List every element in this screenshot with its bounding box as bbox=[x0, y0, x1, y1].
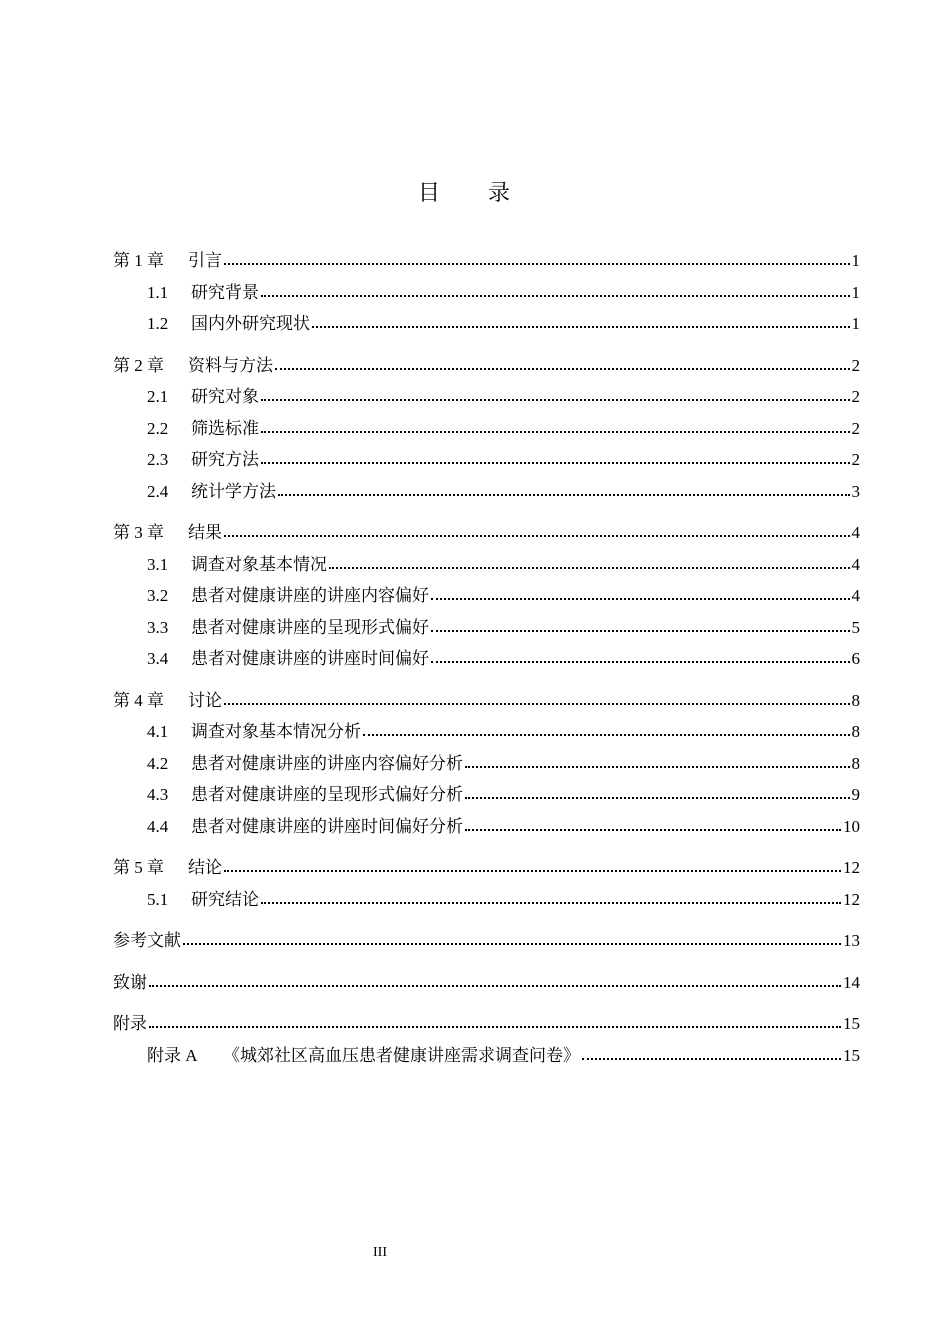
toc-dot-leader bbox=[329, 553, 850, 570]
toc-entry-page: 4 bbox=[851, 554, 860, 574]
toc-dot-leader bbox=[465, 783, 850, 800]
toc-entry-title: 患者对健康讲座的讲座内容偏好 bbox=[191, 586, 429, 606]
toc-dot-leader bbox=[363, 720, 850, 737]
toc-entry-number: 附录 A bbox=[147, 1045, 198, 1065]
toc-dot-leader bbox=[224, 689, 850, 706]
toc-dot-leader bbox=[224, 249, 850, 266]
toc-entry-page: 1 bbox=[851, 282, 860, 302]
toc-dot-leader bbox=[278, 480, 850, 497]
toc-entry-number: 3.4 bbox=[147, 649, 169, 668]
toc-entry-page: 4 bbox=[851, 586, 860, 605]
toc-entry-page: 6 bbox=[851, 649, 860, 668]
toc-entry-page: 12 bbox=[843, 889, 860, 909]
toc-entry-title: 调查对象基本情况 bbox=[191, 554, 327, 575]
toc-entry-page: 14 bbox=[843, 972, 860, 992]
toc-dot-leader bbox=[149, 971, 841, 988]
toc-entry-number: 第 1 章 bbox=[113, 251, 164, 270]
toc-entry[interactable] bbox=[113, 967, 860, 999]
toc-entry[interactable] bbox=[113, 413, 860, 445]
page-title: 目录 bbox=[417, 181, 558, 206]
toc-entry-title: 患者对健康讲座的讲座时间偏好分析 bbox=[191, 816, 463, 837]
toc-entry-page: 2 bbox=[851, 450, 860, 469]
toc-entry-title: 结果 bbox=[188, 523, 222, 543]
toc-entry[interactable] bbox=[113, 580, 860, 612]
toc-entry-number: 第 5 章 bbox=[113, 858, 164, 877]
toc-entry-number: 2.1 bbox=[147, 387, 169, 406]
toc-entry[interactable] bbox=[113, 612, 860, 644]
toc-entry-title: 研究背景 bbox=[191, 282, 259, 303]
toc-dot-leader bbox=[183, 929, 841, 946]
toc-dot-leader bbox=[431, 616, 850, 633]
toc-entry-title: 参考文献 bbox=[113, 931, 181, 951]
toc-entry-number: 4.2 bbox=[147, 753, 169, 773]
toc-entry-number: 3.1 bbox=[147, 554, 169, 574]
toc-entry-number: 第 4 章 bbox=[113, 690, 164, 710]
toc-entry-title: 引言 bbox=[188, 251, 222, 271]
toc-entry-title: 患者对健康讲座的讲座内容偏好分析 bbox=[191, 753, 463, 774]
toc-dot-leader bbox=[465, 815, 841, 832]
toc-entry[interactable] bbox=[113, 884, 860, 916]
toc-entry-title: 致谢 bbox=[113, 972, 147, 993]
toc-entry[interactable] bbox=[113, 245, 860, 277]
toc-entry[interactable] bbox=[113, 476, 860, 508]
toc-entry-number: 5.1 bbox=[147, 889, 169, 909]
toc-entry-number: 2.3 bbox=[147, 450, 169, 469]
toc-dot-leader bbox=[261, 385, 850, 402]
toc-dot-leader bbox=[224, 856, 841, 873]
toc-entry-page: 8 bbox=[851, 690, 860, 710]
toc-dot-leader bbox=[431, 647, 850, 664]
toc-entry-title: 结论 bbox=[188, 858, 222, 878]
toc-entry[interactable] bbox=[113, 308, 860, 340]
toc-entry-number: 第 3 章 bbox=[113, 523, 164, 542]
toc-entry-title: 筛选标准 bbox=[191, 418, 259, 439]
toc-entry-page: 15 bbox=[843, 1045, 860, 1065]
toc-dot-leader bbox=[431, 584, 850, 601]
toc-dot-leader bbox=[261, 448, 850, 465]
toc-entry-page: 1 bbox=[851, 251, 860, 270]
toc-entry[interactable] bbox=[113, 381, 860, 413]
toc-entry-number: 3.2 bbox=[147, 586, 169, 605]
toc-entry-page: 5 bbox=[851, 617, 860, 637]
toc-entry[interactable] bbox=[113, 811, 860, 843]
toc-entry[interactable] bbox=[113, 350, 860, 382]
toc-entry-number: 3.3 bbox=[147, 617, 169, 637]
toc-dot-leader bbox=[224, 521, 850, 538]
toc-dot-leader bbox=[261, 417, 850, 434]
toc-entry-title: 患者对健康讲座的讲座时间偏好 bbox=[191, 649, 429, 669]
toc-entry[interactable] bbox=[113, 1008, 860, 1040]
toc-entry-title: 研究结论 bbox=[191, 889, 259, 910]
toc-dot-leader bbox=[312, 312, 850, 329]
page-number: III bbox=[373, 1245, 387, 1260]
toc-dot-leader bbox=[149, 1012, 841, 1029]
toc-entry[interactable] bbox=[113, 444, 860, 476]
toc-entry[interactable] bbox=[113, 748, 860, 780]
toc-entry-number: 2.2 bbox=[147, 418, 169, 438]
toc-entry[interactable] bbox=[113, 277, 860, 309]
toc-entry[interactable] bbox=[113, 925, 860, 957]
toc-entry-title: 资料与方法 bbox=[188, 355, 273, 376]
toc-entry-title: 讨论 bbox=[188, 690, 222, 711]
toc-entry-title: 国内外研究现状 bbox=[191, 314, 310, 334]
toc-entry-page: 10 bbox=[843, 816, 860, 836]
toc-entry-page: 2 bbox=[851, 418, 860, 438]
toc-entry-page: 13 bbox=[843, 931, 860, 950]
toc-entry-page: 1 bbox=[851, 314, 860, 333]
toc-entry-page: 4 bbox=[851, 523, 860, 542]
toc-dot-leader bbox=[275, 354, 850, 371]
toc-entry-number: 4.3 bbox=[147, 785, 169, 804]
table-of-contents bbox=[113, 245, 860, 1071]
toc-entry[interactable] bbox=[113, 852, 860, 884]
toc-entry-number: 2.4 bbox=[147, 481, 169, 501]
toc-entry[interactable] bbox=[113, 517, 860, 549]
toc-entry-title: 附录 bbox=[113, 1014, 147, 1034]
toc-entry-page: 2 bbox=[851, 387, 860, 406]
toc-entry-page: 12 bbox=[843, 858, 860, 877]
toc-dot-leader bbox=[582, 1044, 841, 1061]
toc-entry[interactable] bbox=[113, 643, 860, 675]
toc-entry-title: 患者对健康讲座的呈现形式偏好 bbox=[191, 617, 429, 638]
toc-entry[interactable] bbox=[113, 716, 860, 748]
toc-entry[interactable] bbox=[113, 1040, 860, 1072]
toc-dot-leader bbox=[261, 888, 841, 905]
toc-entry-title: 调查对象基本情况分析 bbox=[191, 722, 361, 742]
toc-entry[interactable] bbox=[113, 779, 860, 811]
toc-dot-leader bbox=[261, 281, 850, 298]
toc-entry-number: 4.1 bbox=[147, 722, 169, 741]
toc-entry-page: 8 bbox=[851, 722, 860, 741]
toc-entry-title: 患者对健康讲座的呈现形式偏好分析 bbox=[191, 785, 463, 805]
toc-entry-page: 9 bbox=[851, 785, 860, 804]
toc-entry-number: 1.2 bbox=[147, 314, 169, 333]
toc-entry[interactable] bbox=[113, 549, 860, 581]
toc-entry-number: 第 2 章 bbox=[113, 355, 164, 375]
toc-entry-title: 研究对象 bbox=[191, 387, 259, 407]
toc-entry-title: 《城郊社区高血压患者健康讲座需求调查问卷》 bbox=[223, 1045, 580, 1066]
toc-dot-leader bbox=[465, 752, 850, 769]
toc-entry[interactable] bbox=[113, 685, 860, 717]
toc-entry-title: 研究方法 bbox=[191, 450, 259, 470]
toc-entry-page: 3 bbox=[851, 481, 860, 501]
toc-entry-page: 15 bbox=[843, 1014, 860, 1033]
toc-entry-number: 1.1 bbox=[147, 282, 169, 302]
toc-entry-number: 4.4 bbox=[147, 816, 169, 836]
toc-entry-page: 2 bbox=[851, 355, 860, 375]
toc-entry-page: 8 bbox=[851, 753, 860, 773]
toc-entry-title: 统计学方法 bbox=[191, 481, 276, 502]
